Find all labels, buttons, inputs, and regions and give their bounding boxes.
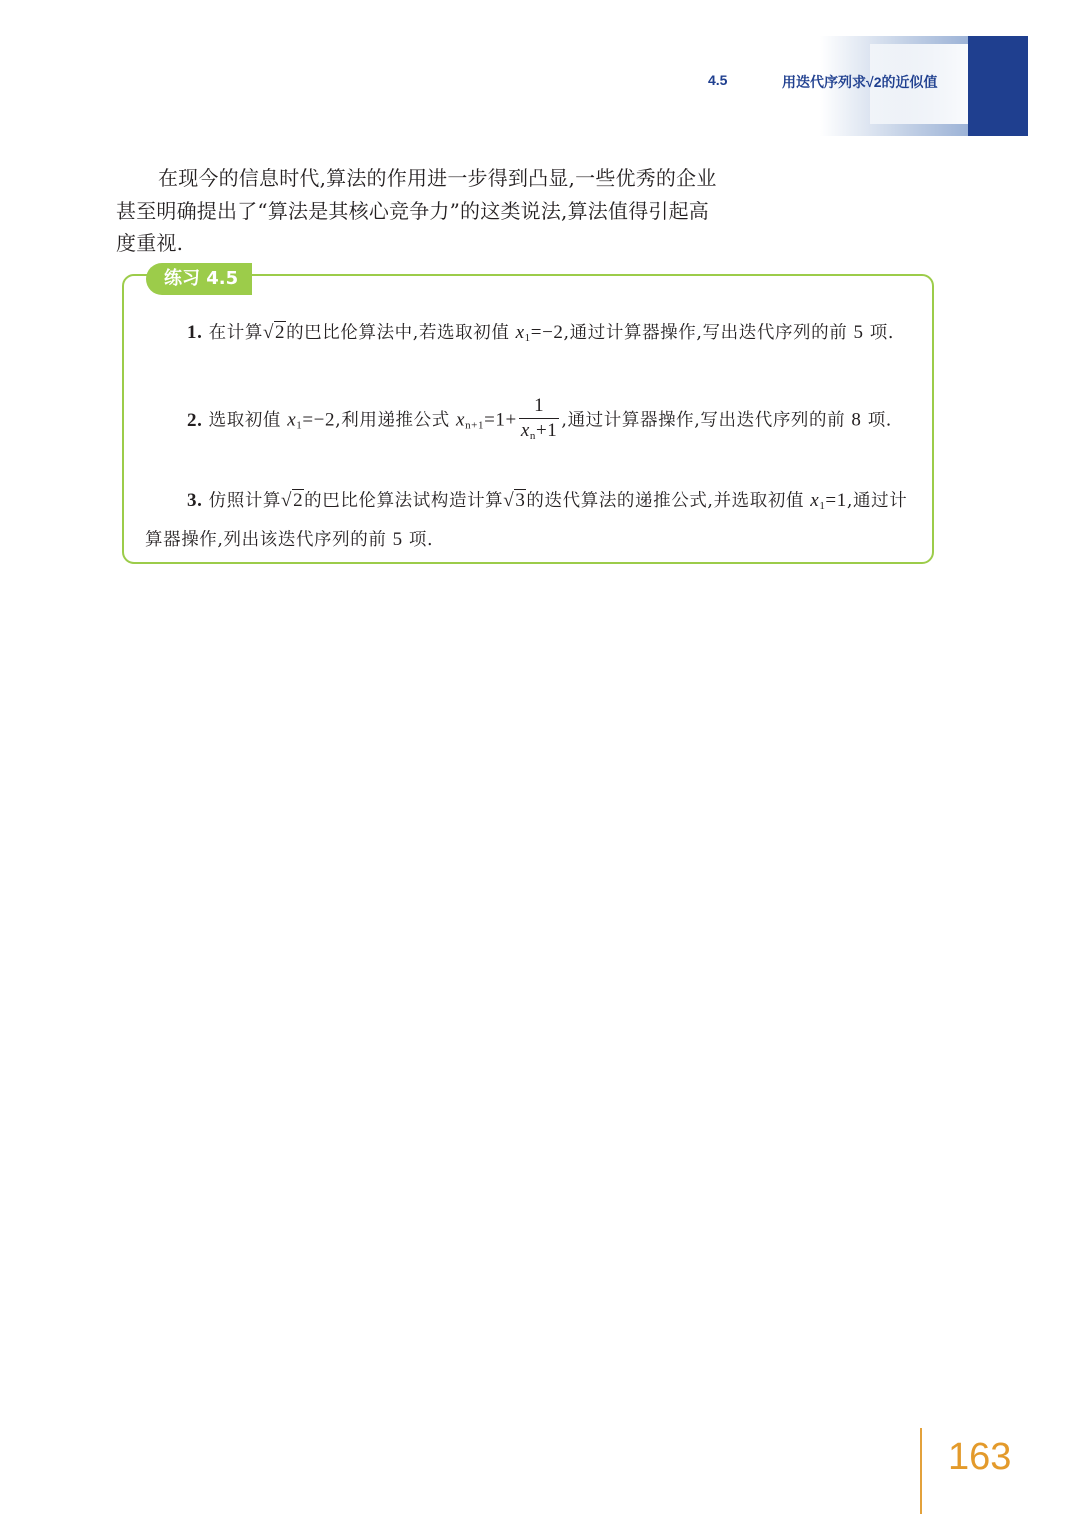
exercise-item-3: 3. 仿照计算√2的巴比伦算法试构造计算√3的迭代算法的递推公式,并选取初值 $x_1=1$,通过计算器操作,列出该迭代序列的前 5 项. (145, 490, 908, 550)
exercise-item-1: 1. 在计算√2的巴比伦算法中,若选取初值 $x_1=-2$,通过计算器操作,写出迭代序列的前 5 项. (187, 322, 895, 344)
exercise-tab-label: 练习 4.5 (146, 263, 252, 295)
running-section-title: 用迭代序列求√2的近似值 (782, 74, 938, 91)
sqrt-symbol: √2 (281, 490, 304, 511)
sqrt-symbol: √2 (262, 322, 286, 343)
body-paragraph: 在现今的信息时代,算法的作用进一步得到凸显,一些优秀的企业甚至明确提出了“算法是其核心竞争力”的这类说法,算法值得引起高度重视. (116, 166, 717, 255)
header-color-block (968, 36, 1028, 136)
page-number-rule (920, 1428, 922, 1514)
running-section-number: 4.5 (708, 72, 728, 88)
exercise-item-2: 2. 选取初值 $x_1=-2$,利用递推公式 $x_{n+1}=1+$ $\frac{1}{x_n+1}$ ,通过计算器操作,写出迭代序列的前 8 项. (145, 394, 917, 448)
page-number: 163 (948, 1436, 1012, 1478)
fraction: $\frac{1}{x_n+1}$ (520, 395, 558, 442)
sqrt-symbol: √3 (503, 490, 526, 511)
